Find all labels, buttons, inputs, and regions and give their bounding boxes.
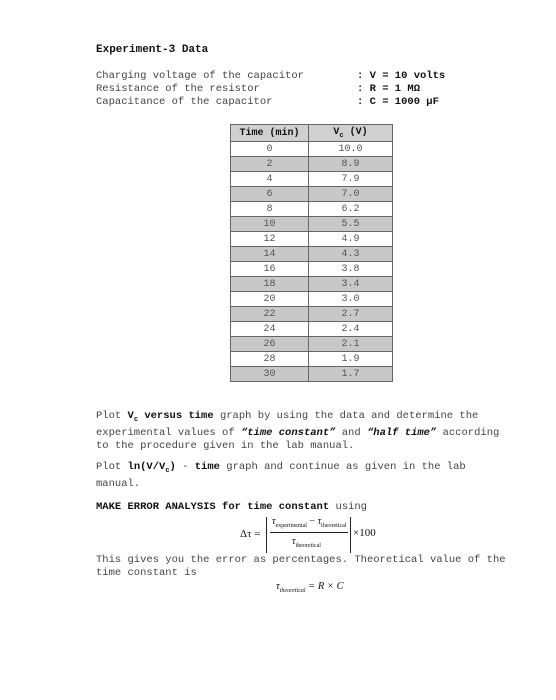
cell-time: 10 bbox=[231, 217, 309, 232]
data-table bbox=[230, 124, 393, 382]
table-row bbox=[231, 232, 393, 247]
cell-voltage: 2.1 bbox=[309, 337, 393, 352]
table-row bbox=[231, 217, 393, 232]
param-voltage-label: Charging voltage of the capacitor bbox=[96, 70, 304, 82]
table-row bbox=[231, 142, 393, 157]
header-time: Time (min) bbox=[231, 125, 309, 142]
cell-voltage: 1.9 bbox=[309, 352, 393, 367]
formula-denominator: $\tau_{theoretical}$ bbox=[292, 536, 321, 549]
cell-voltage: 8.9 bbox=[309, 157, 393, 172]
cell-voltage: 5.5 bbox=[309, 217, 393, 232]
cell-time: 12 bbox=[231, 232, 309, 247]
cell-voltage: 7.0 bbox=[309, 187, 393, 202]
cell-time: 22 bbox=[231, 307, 309, 322]
table-row bbox=[231, 367, 393, 382]
paragraph-error-analysis: MAKE ERROR ANALYSIS for time constant using bbox=[96, 501, 367, 513]
cell-time: 4 bbox=[231, 172, 309, 187]
param-capacitance-label: Capacitance of the capacitor bbox=[96, 96, 273, 108]
cell-time: 0 bbox=[231, 142, 309, 157]
table-row bbox=[231, 157, 393, 172]
page-title: Experiment-3 Data bbox=[96, 44, 209, 56]
cell-time: 28 bbox=[231, 352, 309, 367]
table-row bbox=[231, 262, 393, 277]
cell-voltage: 7.9 bbox=[309, 172, 393, 187]
cell-time: 8 bbox=[231, 202, 309, 217]
formula-rhs: ×100 bbox=[353, 527, 376, 539]
table-row bbox=[231, 322, 393, 337]
fraction-bar bbox=[270, 532, 348, 533]
cell-time: 14 bbox=[231, 247, 309, 262]
formula-numerator: $\tau_{experimental} - \tau_{theoretical}$ bbox=[272, 516, 347, 529]
cell-voltage: 10.0 bbox=[309, 142, 393, 157]
cell-voltage: 1.7 bbox=[309, 367, 393, 382]
param-capacitance-value: : C = 1000 µF bbox=[357, 96, 439, 108]
cell-time: 18 bbox=[231, 277, 309, 292]
cell-voltage: 3.4 bbox=[309, 277, 393, 292]
cell-time: 26 bbox=[231, 337, 309, 352]
cell-voltage: 6.2 bbox=[309, 202, 393, 217]
cell-time: 2 bbox=[231, 157, 309, 172]
table-row bbox=[231, 187, 393, 202]
table-row bbox=[231, 352, 393, 367]
cell-time: 30 bbox=[231, 367, 309, 382]
cell-voltage: 3.0 bbox=[309, 292, 393, 307]
cell-voltage: 3.8 bbox=[309, 262, 393, 277]
param-resistance-label: Resistance of the resistor bbox=[96, 83, 260, 95]
cell-voltage: 4.9 bbox=[309, 232, 393, 247]
cell-time: 20 bbox=[231, 292, 309, 307]
table-row bbox=[231, 277, 393, 292]
cell-voltage: 2.7 bbox=[309, 307, 393, 322]
paragraph-theoretical: This gives you the error as percentages. Theoretical value of the time constant is bbox=[96, 554, 506, 579]
cell-voltage: 4.3 bbox=[309, 247, 393, 262]
paragraph-plot-vc: Plot $V_c$ versus time graph by using the data and determine the experimental values of “time constant” and “half time” according to the procedure given in the lab manual. bbox=[96, 410, 500, 453]
formula-lhs: Δτ = bbox=[240, 528, 261, 540]
abs-bar-right bbox=[350, 517, 351, 553]
cell-time: 24 bbox=[231, 322, 309, 337]
table-row bbox=[231, 292, 393, 307]
header-voltage: $V_c$ (V) bbox=[309, 125, 393, 142]
abs-bar-left bbox=[266, 517, 267, 553]
table-row bbox=[231, 247, 393, 262]
table-row bbox=[231, 337, 393, 352]
cell-time: 16 bbox=[231, 262, 309, 277]
table-row bbox=[231, 307, 393, 322]
paragraph-plot-ln: Plot $\ln(V/V_c)$ - time graph and continue as given in the lab manual. bbox=[96, 461, 466, 491]
cell-time: 6 bbox=[231, 187, 309, 202]
table-row bbox=[231, 202, 393, 217]
table-row bbox=[231, 172, 393, 187]
cell-voltage: 2.4 bbox=[309, 322, 393, 337]
theoretical-formula: $\tau_{theoretical} = R \times C$ bbox=[276, 581, 344, 595]
param-resistance-value: : R = 1 MΩ bbox=[357, 83, 421, 95]
param-voltage-value: : V = 10 volts bbox=[357, 70, 446, 82]
